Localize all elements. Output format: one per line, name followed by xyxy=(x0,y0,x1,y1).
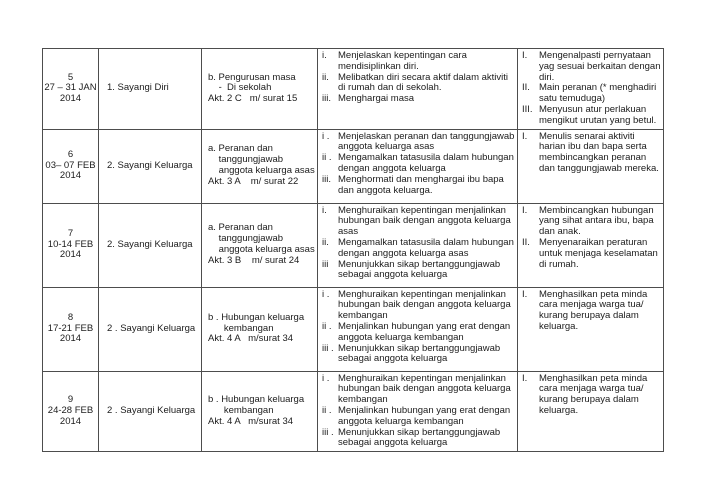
objective-item-label: i . xyxy=(322,130,330,142)
week-number: 7 xyxy=(67,227,74,239)
objective-item-label: iii. xyxy=(322,93,331,105)
activity-item-label: I. xyxy=(522,50,528,61)
objective-item xyxy=(322,428,515,450)
activities-cell xyxy=(518,203,664,287)
objective-item-text: Menghargai masa xyxy=(338,93,415,105)
objective-item-label: i . xyxy=(322,288,330,300)
objective-item-text: Mengamalkan tatasusila dalam hubungan dengan anggota keluarga xyxy=(338,152,514,174)
objective-item-label: ii . xyxy=(322,320,332,332)
objectives-cell xyxy=(318,129,518,203)
objective-item-text: Menunjukkan sikap bertanggungjawab sebagai anggota keluarga xyxy=(338,426,501,449)
subtopic-line: anggota keluarga asas xyxy=(208,244,315,256)
subtopic-line: b . Hubungan keluarga xyxy=(208,394,305,406)
objective-item xyxy=(322,344,515,366)
objective-item-label: iii . xyxy=(322,426,334,438)
objective-item xyxy=(322,175,515,197)
objective-item xyxy=(322,94,515,105)
date-range: 17-21 FEB xyxy=(47,322,94,334)
subtopic-line: Akt. 3 B m/ surat 24 xyxy=(208,254,300,266)
activities-cell xyxy=(518,49,664,130)
subtopic-line: anggota keluarga asas xyxy=(208,165,315,177)
year: 2014 xyxy=(59,170,82,182)
table-row xyxy=(43,203,664,287)
objective-item-label: ii. xyxy=(322,236,329,248)
activity-item xyxy=(522,238,661,270)
subtopic-line: kembangan xyxy=(208,404,274,416)
table-row xyxy=(43,287,664,371)
objectives-cell xyxy=(318,371,518,452)
subtopic-cell xyxy=(202,371,318,452)
week-cell xyxy=(43,371,99,452)
activity-item-text: Membincangkan hubungan yang sihat antara ibu, bapa dan anak. xyxy=(539,204,654,238)
objective-item xyxy=(322,374,515,406)
topic-label: 1. Sayangi Diri xyxy=(107,82,169,94)
objective-item-label: i . xyxy=(322,372,330,384)
objective-item-text: Menunjukkan sikap bertanggungjawab sebagai anggota keluarga xyxy=(338,258,501,281)
objective-item xyxy=(322,132,515,154)
objectives-cell xyxy=(318,49,518,130)
activity-item-label: I. xyxy=(522,288,528,300)
subtopic-line: tanggungjawab xyxy=(208,154,284,166)
activity-item xyxy=(522,83,661,105)
activity-item xyxy=(522,132,661,175)
topic-label: 2 . Sayangi Keluarga xyxy=(107,322,196,334)
date-range: 27 – 31 JAN xyxy=(44,82,97,94)
subtopic-line: b . Hubungan keluarga xyxy=(208,311,305,323)
topic-cell xyxy=(99,203,202,287)
activity-item xyxy=(522,206,661,238)
activity-item-text: Menyenaraikan peraturan untuk menjaga keselamatan di rumah. xyxy=(539,236,658,270)
objective-item xyxy=(322,153,515,175)
subtopic-line: Akt. 3 A m/ surat 22 xyxy=(208,175,299,187)
week-number: 8 xyxy=(67,311,74,323)
year: 2014 xyxy=(59,415,82,427)
objective-item-label: iii xyxy=(322,258,329,270)
subtopic-cell xyxy=(202,203,318,287)
subtopic-line: b. Pengurusan masa xyxy=(208,71,296,83)
activity-item-text: Mengenalpasti pernyataan yag sesuai berkaitan dengan diri. xyxy=(539,50,661,83)
topic-cell xyxy=(99,129,202,203)
objective-item-text: Menjalinkan hubungan yang erat dengan anggota keluarga kembangan xyxy=(338,320,511,343)
objective-item-text: Menghuraikan kepentingan menjalinkan hubungan baik dengan anggota keluarga kembangan xyxy=(338,288,511,322)
activity-item xyxy=(522,290,661,333)
objective-item xyxy=(322,51,515,73)
subtopic-line: a. Peranan dan xyxy=(208,143,273,155)
topic-cell xyxy=(99,49,202,130)
activity-item-text: Menulis senarai aktiviti harian ibu dan bapa serta membincangkan peranan dan tanggungjawab mereka. xyxy=(539,130,659,174)
week-number: 9 xyxy=(67,394,74,406)
objective-item xyxy=(322,406,515,428)
activity-item-text: Menghasilkan peta minda cara menjaga warga tua/ kurang berupaya dalam keluarga. xyxy=(539,372,648,416)
subtopic-line: a. Peranan dan xyxy=(208,222,273,234)
objective-item-label: i. xyxy=(322,50,327,61)
lesson-plan-table xyxy=(42,48,664,452)
objective-item-text: Menjalinkan hubungan yang erat dengan anggota keluarga kembangan xyxy=(338,404,511,427)
objective-item xyxy=(322,260,515,282)
objective-item-text: Menjelaskan peranan dan tanggungjawab anggota keluarga asas xyxy=(338,130,515,153)
week-cell xyxy=(43,49,99,130)
activities-cell xyxy=(518,129,664,203)
week-number: 5 xyxy=(67,71,74,83)
subtopic-line: Akt. 2 C m/ surat 15 xyxy=(208,93,298,105)
objective-item-text: Melibatkan diri secara aktif dalam aktiviti di rumah dan di sekolah. xyxy=(338,71,509,94)
objective-item-label: ii . xyxy=(322,404,332,416)
topic-label: 2. Sayangi Keluarga xyxy=(107,159,193,171)
week-number: 6 xyxy=(67,148,74,160)
objectives-cell xyxy=(318,203,518,287)
activity-item-text: Menyusun atur perlakuan mengikut urutan yang betul. xyxy=(539,103,657,126)
subtopic-cell xyxy=(202,129,318,203)
topic-cell xyxy=(99,287,202,371)
objective-item-label: i. xyxy=(322,204,327,216)
activity-item-label: I. xyxy=(522,372,528,384)
objective-item-label: ii. xyxy=(322,71,329,83)
objective-item-text: Menghuraikan kepentingan menjalinkan hubungan baik dengan anggota keluarga kembangan xyxy=(338,372,511,406)
objective-item-text: Mengamalkan tatasusila dalam hubungan dengan anggota keluarga asas xyxy=(338,236,514,259)
objective-item-label: ii . xyxy=(322,152,332,164)
objective-item xyxy=(322,206,515,238)
objective-item-text: Menghuraikan kepentingan menjalinkan hubungan baik dengan anggota keluarga asas xyxy=(338,204,511,238)
activity-item-label: I. xyxy=(522,130,528,142)
year: 2014 xyxy=(59,93,82,105)
objective-item xyxy=(322,290,515,322)
activity-item xyxy=(522,374,661,417)
activity-item-label: II. xyxy=(522,82,530,94)
year: 2014 xyxy=(59,333,82,345)
topic-label: 2 . Sayangi Keluarga xyxy=(107,404,196,416)
objective-item xyxy=(322,73,515,95)
objective-item-label: iii . xyxy=(322,342,334,354)
subtopic-line: - Di sekolah xyxy=(208,82,272,94)
topic-cell xyxy=(99,371,202,452)
objective-item xyxy=(322,322,515,344)
objective-item-text: Menjelaskan kepentingan cara mendisiplinkan diri. xyxy=(338,50,467,72)
week-cell xyxy=(43,287,99,371)
table-body xyxy=(43,49,664,452)
table-row xyxy=(43,49,664,130)
date-range: 24-28 FEB xyxy=(47,404,94,416)
subtopic-cell xyxy=(202,49,318,130)
subtopic-line: tanggungjawab xyxy=(208,233,284,245)
week-cell xyxy=(43,129,99,203)
year: 2014 xyxy=(59,249,82,261)
activity-item-text: Main peranan (* menghadiri satu temuduga) xyxy=(539,82,657,105)
subtopic-line: kembangan xyxy=(208,322,274,334)
date-range: 03– 07 FEB xyxy=(45,159,96,171)
objective-item-text: Menunjukkan sikap bertanggungjawab sebagai anggota keluarga xyxy=(338,342,501,365)
activity-item-text: Menghasilkan peta minda cara menjaga warga tua/ kurang berupaya dalam keluarga. xyxy=(539,288,648,332)
activity-item xyxy=(522,105,661,127)
week-cell xyxy=(43,203,99,287)
objective-item-label: iii. xyxy=(322,173,331,185)
subtopic-line: Akt. 4 A m/surat 34 xyxy=(208,415,294,427)
objective-item-text: Menghormati dan menghargai ibu bapa dan anggota keluarga. xyxy=(338,173,504,196)
activity-item-label: I. xyxy=(522,204,528,216)
subtopic-line: Akt. 4 A m/surat 34 xyxy=(208,333,294,345)
date-range: 10-14 FEB xyxy=(47,238,94,250)
table-row xyxy=(43,371,664,452)
activity-item-label: II. xyxy=(522,236,530,248)
subtopic-cell xyxy=(202,287,318,371)
activity-item xyxy=(522,51,661,83)
objectives-cell xyxy=(318,287,518,371)
topic-label: 2. Sayangi Keluarga xyxy=(107,238,193,250)
activity-item-label: III. xyxy=(522,103,533,115)
activities-cell xyxy=(518,371,664,452)
table-row xyxy=(43,129,664,203)
objective-item xyxy=(322,238,515,260)
activities-cell xyxy=(518,287,664,371)
